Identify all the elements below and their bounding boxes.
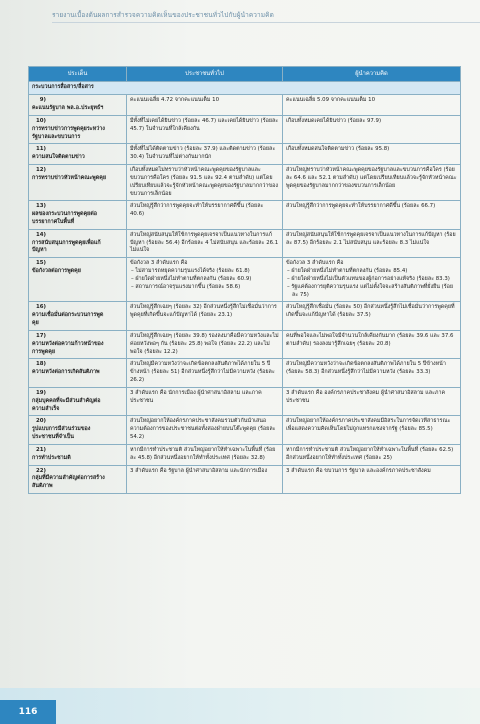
table-body bbox=[29, 82, 461, 494]
cell-text: ส่วนใหญ่รู้สึกว่าการพูดคุยจะทำให้บรรยากาศดีขึ้น (ร้อยละ 40.6) bbox=[130, 203, 264, 218]
general-public-cell bbox=[127, 330, 283, 358]
header-general-public: ประชาชนทั่วไป bbox=[127, 67, 283, 82]
row-number: 10) bbox=[36, 117, 46, 124]
table-row bbox=[29, 95, 461, 116]
table-row bbox=[29, 165, 461, 201]
cell-text: 3 ลำดับแรก คือ รัฐบาล ผู้นำศาสนาอิสลาม และนักการเมือง bbox=[130, 467, 268, 474]
table-row bbox=[29, 387, 461, 415]
opinion-leaders-cell bbox=[283, 387, 461, 415]
opinion-leaders-cell bbox=[283, 95, 461, 116]
general-public-cell bbox=[127, 115, 283, 143]
opinion-leaders-cell bbox=[283, 444, 461, 465]
table-row bbox=[29, 229, 461, 257]
table-row bbox=[29, 144, 461, 165]
row-number: 14) bbox=[36, 231, 46, 238]
cell-text: เกือบทั้งหมดไม่ทราบว่าหัวหน้าคณะพูดคุยของรัฐบาลและขบวนการคือใคร (ร้อยละ 91.5 และ 92.4 ตามลำดับ) แต่โดยเปรียบเทียบแล้วจะรู้จักหัวหน้าคณะพูดคุยของรัฐบาลมากกว่าของขบวนการเล็กน้อย bbox=[130, 167, 278, 197]
opinion-leaders-cell bbox=[283, 229, 461, 257]
row-issue-cell bbox=[29, 201, 127, 229]
cell-text: ส่วนใหญ่อยากให้องค์กรภาคประชาสังคมรวมตัวกันนำเสนอความต้องการของประชาชนต่อทั้งสองฝ่ายบนโต๊ะพูดคุย (ร้อยละ 54.2) bbox=[130, 418, 276, 441]
row-number: 12) bbox=[36, 167, 46, 174]
row-issue-label: ความหวังต่อความก้าวหน้าของการพูดคุย bbox=[32, 340, 104, 355]
general-public-cell bbox=[127, 144, 283, 165]
opinion-leaders-cell bbox=[283, 416, 461, 444]
row-number: 22) bbox=[36, 467, 46, 474]
row-issue-cell bbox=[29, 465, 127, 493]
row-issue-cell bbox=[29, 302, 127, 330]
table-row bbox=[29, 115, 461, 143]
running-header: รายงานเบื้องต้นผลการสำรวจความคิดเห็นของประชาชนทั่วไปกับผู้นำความคิด bbox=[52, 11, 274, 19]
row-number: 18) bbox=[36, 361, 46, 368]
row-number: 11) bbox=[36, 146, 46, 153]
header-opinion-leaders: ผู้นำความคิด bbox=[283, 67, 461, 82]
row-issue-cell bbox=[29, 330, 127, 358]
cell-text: 3 ลำดับแรก คือ องค์กรภาคประชาสังคม ผู้นำศาสนาอิสลาม และภาคประชาชน bbox=[286, 389, 446, 404]
cell-text: คะแนนเฉลี่ย 4.72 จากคะแนนเต็ม 10 bbox=[130, 97, 220, 104]
row-issue-label: ความเชื่อมั่นต่อกระบวนการพูดคุย bbox=[32, 312, 104, 327]
row-issue-label: คะแนนรัฐบาล พล.อ.ประยุทธ์ฯ bbox=[32, 105, 104, 112]
row-issue-cell bbox=[29, 359, 127, 387]
findings-table bbox=[28, 66, 461, 494]
cell-text: หากมีการทำประชามติ ส่วนใหญ่อยากให้ทำเฉพาะในพื้นที่ (ร้อยละ 45.8) อีกส่วนหนึ่งอยากให้ทำทั้งประเทศ (ร้อยละ 32.8) bbox=[130, 446, 276, 461]
row-issue-cell bbox=[29, 95, 127, 116]
cell-text: 3 ลำดับแรก คือ ขบวนการ รัฐบาล และองค์กรภาคประชาสังคม bbox=[286, 467, 431, 474]
opinion-leaders-cell bbox=[283, 258, 461, 302]
general-public-cell bbox=[127, 229, 283, 257]
header-issue: ประเด็น bbox=[29, 67, 127, 82]
cell-text: ส่วนใหญ่สนับสนุนให้ใช้การพูดคุยเจรจาเป็นแนวทางในการแก้ปัญหา (ร้อยละ 56.4) อีกร้อยละ 4 ไม่สนับสนุน และร้อยละ 26.1 ไม่แน่ใจ bbox=[130, 231, 279, 254]
cell-text: ส่วนใหญ่รู้สึกเชื่อมั่น (ร้อยละ 50) อีกส่วนหนึ่งรู้สึกไม่เชื่อมั่นว่าการพูดคุยที่เกิดขึ้นจะแก้ปัญหาได้ (ร้อยละ 37.5) bbox=[286, 304, 455, 319]
general-public-cell bbox=[127, 95, 283, 116]
opinion-leaders-cell bbox=[283, 144, 461, 165]
row-issue-cell bbox=[29, 258, 127, 302]
row-issue-cell bbox=[29, 387, 127, 415]
cell-text: ส่วนใหญ่อยากให้องค์กรภาคประชาสังคมมีอิสระในการจัดเวทีสาธารณะเพื่อแสดงความคิดเห็นโดยไม่ถูกแทรกแซงจากรัฐ (ร้อยละ 85.5) bbox=[286, 418, 451, 433]
table-row bbox=[29, 258, 461, 302]
section-row bbox=[29, 82, 461, 95]
row-number: 20) bbox=[36, 418, 46, 425]
cell-text: – ฝ่ายใดฝ่ายหนึ่งไม่เป็นตัวแทนของผู้ก่อการอย่างแท้จริง (ร้อยละ 83.3) bbox=[287, 275, 450, 282]
cell-text: – รัฐแค่ต้องการยุติความรุนแรง แต่ไม่ตั้งใจจะสร้างสันติภาพที่ยั่งยืน (ร้อยละ 75) bbox=[287, 283, 454, 298]
cell-text: มีทั้งที่ไม่ได้ติดตามข่าว (ร้อยละ 37.9) และติดตามข่าว (ร้อยละ 30.4) ในจำนวนที่ไม่ต่างกันมากนัก bbox=[130, 146, 276, 161]
row-number: 21) bbox=[36, 446, 46, 453]
cell-text: ข้อกังวล 3 ลำดับแรก คือ bbox=[286, 260, 344, 267]
table-row bbox=[29, 444, 461, 465]
cell-text: – สถานการณ์อาจรุนแรงมากขึ้น (ร้อยละ 58.6) bbox=[131, 283, 241, 290]
cell-text: ส่วนใหญ่รู้สึกเฉยๆ (ร้อยละ 39.8) รองลงมาคือมีความหวังและไม่ค่อยหวังพอๆ กัน (ร้อยละ 25.8) พอใจ (ร้อยละ 22.2) และไม่พอใจ (ร้อยละ 12.2) bbox=[130, 332, 279, 355]
row-issue-label: ความหวังต่อการเกิดสันติภาพ bbox=[32, 369, 100, 376]
opinion-leaders-cell bbox=[283, 465, 461, 493]
opinion-leaders-cell bbox=[283, 330, 461, 358]
row-issue-label: ผลของกระบวนการพูดคุยต่อบรรยากาศในพื้นที่ bbox=[32, 211, 97, 225]
row-issue-label: การทราบข่าวหัวหน้าคณะพูดคุย bbox=[32, 174, 106, 181]
cell-text: ส่วนใหญ่สนับสนุนให้ใช้การพูดคุยเจรจาเป็นแนวทางในการแก้ปัญหา (ร้อยละ 87.5) อีกร้อยละ 2.1 ไม่สนับสนุน และร้อยละ 8.3 ไม่แน่ใจ bbox=[286, 231, 456, 246]
table-row bbox=[29, 201, 461, 229]
cell-text: หากมีการทำประชามติ ส่วนใหญ่อยากให้ทำเฉพาะในพื้นที่ (ร้อยละ 62.5) อีกส่วนหนึ่งอยากให้ทำทั้งประเทศ (ร้อยละ 25) bbox=[286, 446, 454, 461]
cell-text: – ไม่สามารถหยุดความรุนแรงได้จริง (ร้อยละ 61.8) bbox=[131, 268, 250, 275]
row-issue-label: รูปแบบการมีส่วนร่วมของประชาชนที่จำเป็น bbox=[32, 426, 91, 441]
cell-text: – ฝ่ายใดฝ่ายหนึ่งไม่ทำตามที่ตกลงกัน (ร้อยละ 85.4) bbox=[287, 268, 408, 275]
row-issue-cell bbox=[29, 144, 127, 165]
table-row bbox=[29, 416, 461, 444]
page-number: 116 bbox=[0, 700, 56, 724]
general-public-cell bbox=[127, 165, 283, 201]
row-issue-cell bbox=[29, 444, 127, 465]
general-public-cell bbox=[127, 359, 283, 387]
opinion-leaders-cell bbox=[283, 115, 461, 143]
opinion-leaders-cell bbox=[283, 359, 461, 387]
row-issue-cell bbox=[29, 165, 127, 201]
cell-text: คนที่พอใจและไม่พอใจมีจำนวนใกล้เคียงกันมาก (ร้อยละ 39.6 และ 37.6 ตามลำดับ) รองลงมารู้สึกเฉยๆ (ร้อยละ 20.8) bbox=[286, 332, 454, 347]
table-row bbox=[29, 302, 461, 330]
row-issue-label: กลุ่มที่มีความสำคัญต่อการสร้างสันติภาพ bbox=[32, 475, 105, 490]
row-issue-cell bbox=[29, 115, 127, 143]
table-row bbox=[29, 359, 461, 387]
cell-text: – ฝ่ายใดฝ่ายหนึ่งไม่ทำตามที่ตกลงกัน (ร้อยละ 60.9) bbox=[131, 275, 252, 282]
row-number: 13) bbox=[36, 203, 46, 210]
opinion-leaders-cell bbox=[283, 302, 461, 330]
cell-text: ส่วนใหญ่รู้สึกเฉยๆ (ร้อยละ 32) อีกส่วนหนึ่งรู้สึกไม่เชื่อมั่นว่าการพูดคุยที่เกิดขึ้นจะแก้ปัญหาได้ (ร้อยละ 23.1) bbox=[130, 304, 277, 319]
row-issue-label: กลุ่มบุคคลที่จะมีส่วนสำคัญต่อความสำเร็จ bbox=[32, 397, 101, 412]
table-row bbox=[29, 465, 461, 493]
cell-text: เกือบทั้งหมดสนใจติดตามข่าว (ร้อยละ 95.8) bbox=[286, 146, 390, 153]
row-number: 16) bbox=[36, 304, 46, 311]
row-issue-label: การสนับสนุนการพูดคุยเพื่อแก้ปัญหา bbox=[32, 239, 101, 254]
general-public-cell bbox=[127, 302, 283, 330]
cell-text: ข้อกังวล 3 ลำดับแรก คือ bbox=[130, 260, 188, 267]
row-number: 9) bbox=[39, 97, 46, 104]
cell-text: ส่วนใหญ่รู้สึกว่าการพูดคุยจะทำให้บรรยากาศดีขึ้น (ร้อยละ 66.7) bbox=[286, 203, 436, 210]
cell-text: ส่วนใหญ่มีความหวังว่าจะเกิดข้อตกลงสันติภาพได้ภายใน 5 ปีข้างหน้า (ร้อยละ 58.3) อีกส่วนหนึ่งรู้สึกว่าไม่มีความหวัง (ร้อยละ 33.3) bbox=[286, 361, 446, 376]
row-issue-label: การทราบข่าวการพูดคุยระหว่างรัฐบาลและขบวนการ bbox=[32, 125, 105, 140]
row-issue-label: ข้อกังวลต่อการพูดคุย bbox=[32, 268, 81, 275]
row-number: 17) bbox=[36, 332, 46, 339]
opinion-leaders-cell bbox=[283, 201, 461, 229]
header-rule bbox=[52, 22, 480, 23]
general-public-cell bbox=[127, 258, 283, 302]
general-public-cell bbox=[127, 465, 283, 493]
general-public-cell bbox=[127, 201, 283, 229]
row-issue-cell bbox=[29, 416, 127, 444]
row-issue-label: ความสนใจติดตามข่าว bbox=[32, 154, 85, 161]
footer-bar bbox=[0, 688, 480, 724]
row-number: 19) bbox=[36, 389, 46, 396]
cell-text: ส่วนใหญ่ทราบว่าหัวหน้าคณะพูดคุยของรัฐบาลและขบวนการคือใคร (ร้อยละ 64.6 และ 52.1 ตามลำดับ) แต่โดยเปรียบเทียบแล้วจะรู้จักหัวหน้าคณะพูดคุยของรัฐบาลมากกว่าของขบวนการเล็กน้อย bbox=[286, 167, 457, 189]
general-public-cell bbox=[127, 444, 283, 465]
general-public-cell bbox=[127, 416, 283, 444]
section-title: กระบวนการสื่อสาร/สื่อสาร bbox=[29, 82, 461, 95]
opinion-leaders-cell bbox=[283, 165, 461, 201]
cell-text: คะแนนเฉลี่ย 5.09 จากคะแนนเต็ม 10 bbox=[286, 97, 376, 104]
row-issue-cell bbox=[29, 229, 127, 257]
row-number: 15) bbox=[36, 260, 46, 267]
table-row bbox=[29, 330, 461, 358]
cell-text: มีทั้งที่ไม่เคยได้ยินข่าว (ร้อยละ 46.7) และเคยได้ยินข่าว (ร้อยละ 45.7) ในจำนวนที่ใกล้เคียงกัน bbox=[130, 117, 279, 132]
cell-text: ส่วนใหญ่มีความหวังว่าจะเกิดข้อตกลงสันติภาพได้ภายใน 5 ปีข้างหน้า (ร้อยละ 51) อีกส่วนหนึ่งรู้สึกว่าไม่มีความหวัง (ร้อยละ 26.2) bbox=[130, 361, 275, 384]
cell-text: เกือบทั้งหมดเคยได้ยินข่าว (ร้อยละ 97.9) bbox=[286, 117, 382, 124]
general-public-cell bbox=[127, 387, 283, 415]
row-issue-label: การทำประชามติ bbox=[32, 454, 71, 461]
table-header-row bbox=[29, 67, 461, 82]
cell-text: 3 ลำดับแรก คือ นักการเมือง ผู้นำศาสนาอิสลาม และภาคประชาชน bbox=[130, 389, 262, 404]
